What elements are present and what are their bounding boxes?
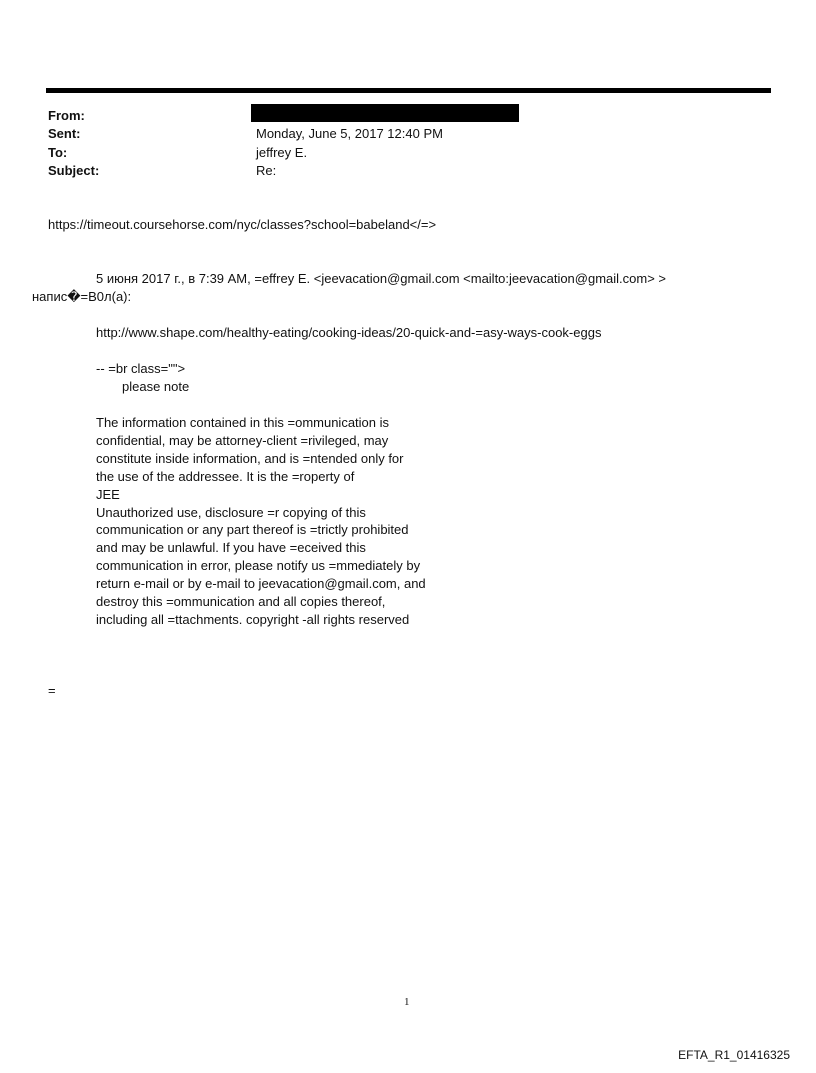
disclaimer-line: communication in error, please notify us =mmediately by <box>96 558 421 574</box>
disclaimer-line: communication or any part thereof is =trictly prohibited <box>96 522 409 538</box>
trailing-equals: = <box>48 683 56 698</box>
disclaimer-line: the use of the addressee. It is the =roperty of <box>96 468 355 484</box>
disclaimer-line: constitute inside information, and is =ntended only for <box>96 450 404 466</box>
quote-intro-line-2: напис�=B0л(а): <box>32 289 132 304</box>
from-label: From: <box>48 108 85 123</box>
redacted-from-address <box>251 104 519 122</box>
disclaimer-line: The information contained in this =ommunication is <box>96 415 390 430</box>
disclaimer-line: confidential, may be attorney-client =rivileged, may <box>96 432 389 448</box>
disclaimer-line: return e-mail or by e-mail to jeevacation@gmail.com, and <box>96 576 426 592</box>
disclaimer-line: and may be unlawful. If you have =eceived this <box>96 540 366 556</box>
body-url-line: https://timeout.coursehorse.com/nyc/classes?school=babeland</=> <box>48 217 437 232</box>
br-artifact-line: -- =br class=""> <box>96 361 186 376</box>
subject-value: Re: <box>256 163 277 178</box>
disclaimer-line: Unauthorized use, disclosure =r copying of this <box>96 504 366 520</box>
disclaimer-line: JEE <box>96 486 120 502</box>
to-value: jeffrey E. <box>256 145 308 160</box>
quote-intro-line-1: 5 июня 2017 г., в 7:39 AM, =effrey E. <jeevacation@gmail.com <mailto:jeevacation@gmail.com> > <box>96 271 667 286</box>
disclaimer-block <box>96 414 476 629</box>
bates-number: EFTA_R1_01416325 <box>678 1048 790 1062</box>
sent-value: Monday, June 5, 2017 12:40 PM <box>256 126 443 141</box>
subject-label: Subject: <box>48 163 100 178</box>
quoted-url: http://www.shape.com/healthy-eating/cooking-ideas/20-quick-and-=asy-ways-cook-eggs <box>96 325 602 340</box>
page-number: 1 <box>404 996 410 1008</box>
disclaimer-line: destroy this =ommunication and all copies thereof, <box>96 594 386 610</box>
to-label: To: <box>48 145 68 160</box>
disclaimer-line: including all =ttachments. copyright -all rights reserved <box>96 611 410 627</box>
sent-label: Sent: <box>48 126 81 141</box>
top-rule <box>46 88 771 93</box>
please-note: please note <box>122 379 190 394</box>
